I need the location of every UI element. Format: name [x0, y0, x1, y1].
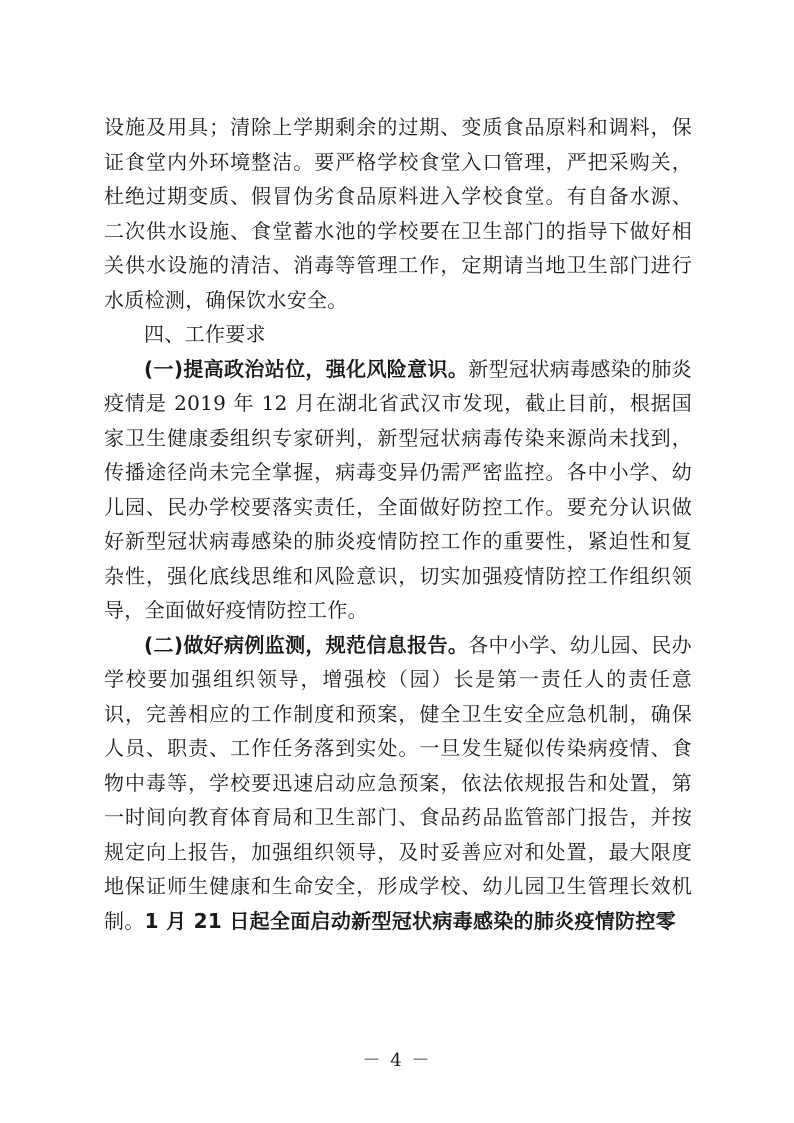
continued-paragraph: 设施及用具；清除上学期剩余的过期、变质食品原料和调料，保证食堂内外环境整洁。要严格学校食堂入口管理，严把采购关，杜绝过期变质、假冒伪劣食品原料进入学校食堂。有自备水源、二次供水设施、食堂蓄水池的学校要在卫生部门的指导下做好相关供水设施的清洁、消毒等管理工作，定期请当地卫生部门进行水质检测，确保饮水安全。 [104, 115, 692, 312]
item-2-body: 各中小学、幼儿园、民办学校要加强组织领导，增强校（园）长是第一责任人的责任意识，完善相应的工作制度和预案，健全卫生安全应急机制，确保人员、职责、工作任务落到实处。一旦发生疑似传染病疫情、食物中毒等，学校要迅速启动应急预案，依法依规报告和处置，第一时间向教育体育局和卫生部门、食品药品监管部门报告，并按规定向上报告，加强组织领导，及时妥善应对和处置，最大限度地保证师生健康和生命安全，形成学校、幼儿园卫生管理长效机制。 [104, 632, 692, 933]
item-1-body: 新型冠状病毒感染的肺炎疫情是 2019 年 12 月在湖北省武汉市发现，截止目前，根据国家卫生健康委组织专家研判，新型冠状病毒传染来源尚未找到，传播途径尚未完全掌握，病毒变异仍需严密监控。各中小学、幼儿园、民办学校要落实责任，全面做好防控工作。要充分认识做好新型冠状病毒感染的肺炎疫情防控工作的重要性，紧迫性和复杂性，强化底线思维和风险意识，切实加强疫情防控工作组织领导，全面做好疫情防控工作。 [104, 356, 692, 622]
item-1-title: (一)提高政治站位，强化风险意识。 [144, 356, 469, 381]
section-heading: 四、工作要求 [144, 322, 266, 346]
item-2-paragraph [104, 628, 692, 939]
document-body [104, 110, 692, 938]
item-2-trailing-bold: 1 月 21 日起全面启动新型冠状病毒感染的肺炎疫情防控零 [144, 908, 676, 933]
item-1-paragraph [104, 352, 692, 628]
item-2-title: (二)做好病例监测，规范信息报告。 [144, 632, 469, 657]
page-number: － 4 － [362, 1050, 432, 1071]
